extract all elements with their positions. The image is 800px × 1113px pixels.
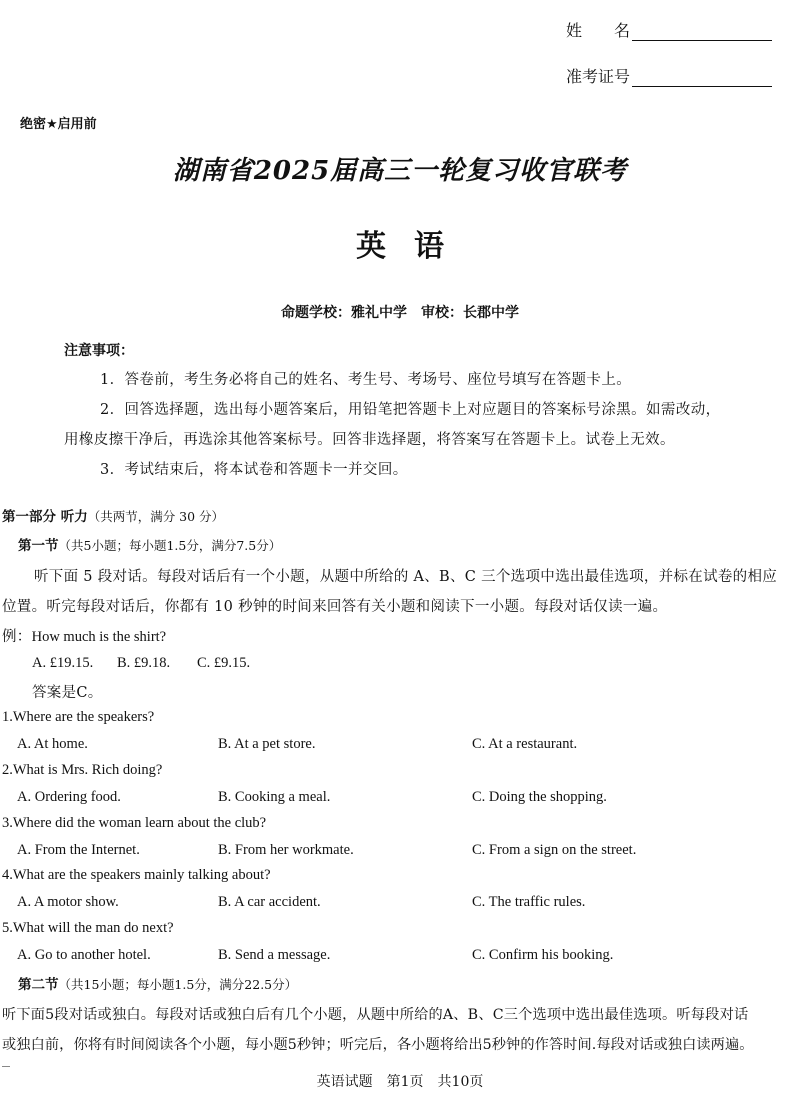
- question-1-option-c: C. At a restaurant.: [472, 736, 578, 752]
- page-footer: 英语试题 第1页 共10页: [316, 1074, 484, 1090]
- section2-heading: [18, 973, 297, 993]
- question-3-option-c: C. From a sign on the street.: [472, 842, 637, 858]
- subject-title: 英语: [356, 229, 472, 264]
- example-answer: 答案是C。: [32, 685, 103, 701]
- example-label: 例：: [2, 629, 32, 645]
- notice-item-3: 3．考试结束后，将本试卷和答题卡一并交回。: [100, 462, 408, 478]
- name-label: 姓 名: [566, 21, 631, 40]
- name-blank: [632, 23, 772, 41]
- section2-sub: （共15小题；每小题1.5分，满分22.5分）: [58, 977, 298, 992]
- secret-mark: 绝密★启用前: [20, 117, 97, 132]
- section1-title: 第一节: [18, 538, 59, 554]
- section1-sub: （共5小题；每小题1.5分，满分7.5分）: [58, 538, 282, 553]
- id-label: 准考证号: [566, 67, 631, 86]
- notice-item-2-line-1: 2．回答选择题，选出每小题答案后，用铅笔把答题卡上对应题目的答案标号涂黑。如需改动，: [100, 402, 721, 418]
- question-2-option-c: C. Doing the shopping.: [472, 789, 607, 805]
- name-field: [566, 18, 772, 41]
- part1-title: 第一部分 听力: [2, 509, 88, 525]
- part1-sub: （共两节，满分 30 分）: [87, 509, 225, 524]
- example-question: [2, 625, 166, 646]
- section2-title: 第二节: [18, 977, 59, 993]
- question-5-option-c: C. Confirm his booking.: [472, 947, 614, 963]
- question-2-option-a: A. Ordering food.: [17, 789, 121, 805]
- notice-item-2-line-2: 用橡皮擦干净后，再选涂其他答案标号。回答非选择题，将答案写在答题卡上。试卷上无效。: [64, 432, 675, 448]
- example-option-a: A. £19.15.: [32, 655, 94, 671]
- notice-title: 注意事项：: [64, 343, 134, 359]
- question-4-option-b: B. A car accident.: [218, 894, 321, 910]
- question-4: 4.What are the speakers mainly talking about?: [2, 867, 271, 883]
- question-1-option-a: A. At home.: [17, 736, 88, 752]
- example-option-c: C. £9.15.: [197, 655, 251, 671]
- question-5-option-b: B. Send a message.: [218, 947, 331, 963]
- section2-instr-line-1: 听下面5段对话或独白。每段对话或独白后有几个小题，从题中所给的A、B、C三个选项中选出最佳选项。听每段对话: [2, 1007, 749, 1023]
- question-3-option-a: A. From the Internet.: [17, 842, 140, 858]
- part1-heading: [2, 505, 224, 525]
- notice-item-1: 1．答卷前，考生务必将自己的姓名、考生号、考场号、座位号填写在答题卡上。: [100, 372, 632, 388]
- question-1-option-b: B. At a pet store.: [218, 736, 316, 752]
- example-option-b: B. £9.18.: [117, 655, 171, 671]
- question-2-option-b: B. Cooking a meal.: [218, 789, 331, 805]
- example-question-text: How much is the shirt?: [31, 629, 167, 645]
- question-3: 3.Where did the woman learn about the club?: [2, 815, 267, 831]
- edge-mark: [2, 1066, 10, 1067]
- question-2: 2.What is Mrs. Rich doing?: [2, 762, 163, 778]
- question-4-option-c: C. The traffic rules.: [472, 894, 586, 910]
- question-5-option-a: A. Go to another hotel.: [17, 947, 151, 963]
- school-line: 命题学校：雅礼中学 审校：长郡中学: [281, 305, 519, 321]
- id-field: [566, 64, 772, 87]
- section1-instr-line-1: 听下面 5 段对话。每段对话后有一个小题，从题中所给的 A、B、C 三个选项中选出最佳选项，并标在试卷的相应: [34, 569, 778, 585]
- section1-instr-line-2: 位置。听完每段对话后，你都有 10 秒钟的时间来回答有关小题和阅读下一小题。每段对话仅读一遍。: [2, 599, 668, 615]
- section1-heading: [18, 534, 281, 554]
- question-4-option-a: A. A motor show.: [17, 894, 119, 910]
- id-blank: [632, 69, 772, 87]
- question-1: 1.Where are the speakers?: [2, 709, 155, 725]
- question-3-option-b: B. From her workmate.: [218, 842, 354, 858]
- exam-title: 湖南省2025届高三一轮复习收官联考: [172, 156, 628, 186]
- section2-instr-line-2: 或独白前，你将有时间阅读各个小题，每小题5秒钟；听完后，各小题将给出5秒钟的作答时间.每段对话或独白读两遍。: [2, 1037, 754, 1053]
- question-5: 5.What will the man do next?: [2, 920, 174, 936]
